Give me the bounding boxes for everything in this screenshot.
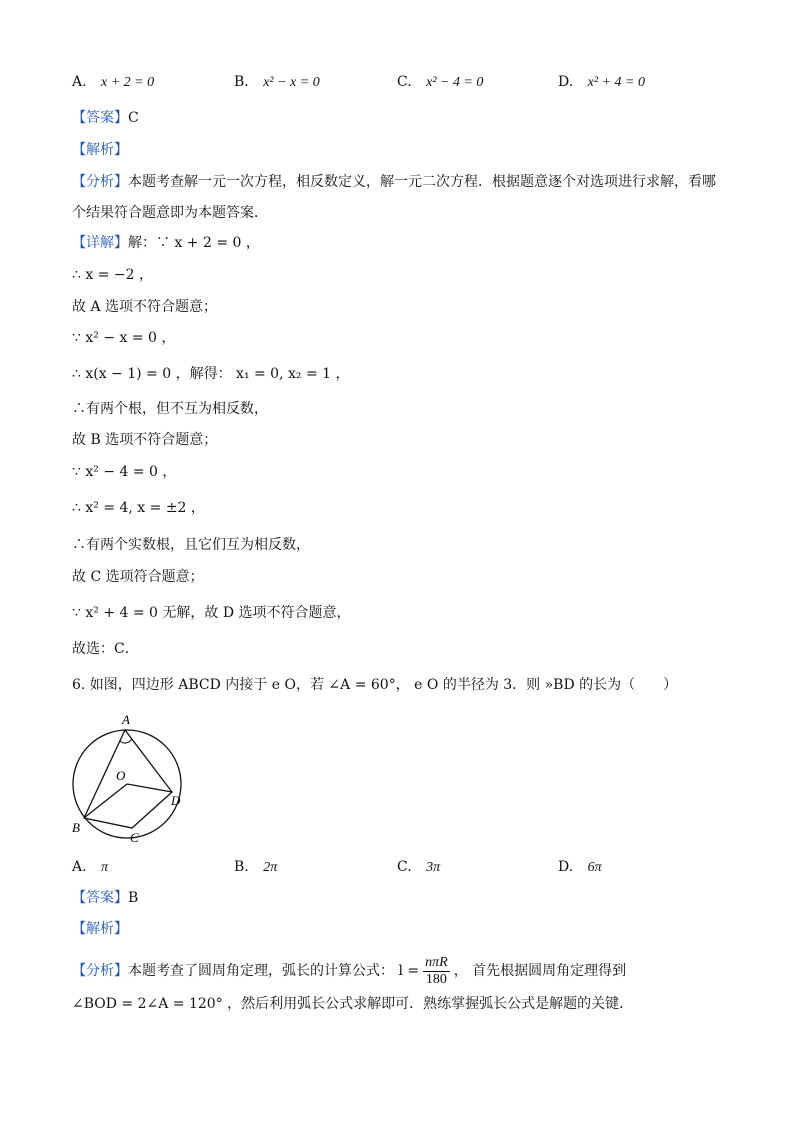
label-o: O	[116, 768, 126, 783]
segment-od	[127, 784, 172, 792]
fenxi-text-cont: ， 首先根据圆周角定理得到	[453, 963, 627, 979]
q5-option-b	[234, 72, 320, 93]
segment-ob	[84, 784, 127, 818]
q5-detail-line11: 故 C 选项符合题意；	[72, 569, 204, 585]
angle-a-arc	[120, 739, 132, 743]
q5-analysis-tag	[72, 140, 128, 160]
analysis-tag: 【解析】	[72, 921, 128, 937]
fenxi-text: 本题考查了圆周角定理，弧长的计算公式： l =	[128, 963, 420, 979]
q5-detail-line9: ∴ x² = 4, x = ±2 ，	[72, 500, 205, 516]
option-letter: A.	[72, 74, 87, 90]
option-letter: D.	[558, 74, 574, 90]
q5-detail-line1	[72, 233, 260, 253]
option-letter: D.	[558, 859, 574, 875]
q5-detail-line2: ∴ x = −2 ，	[72, 267, 153, 283]
option-expr: x² − 4 = 0	[426, 75, 484, 90]
fraction-denominator: 180	[425, 971, 447, 987]
answer-tag: 【答案】	[72, 890, 128, 906]
q6-option-a	[72, 857, 108, 878]
q5-option-c	[397, 72, 483, 93]
q5-option-a	[72, 72, 154, 93]
option-letter: A.	[72, 859, 87, 875]
answer-text: B	[128, 890, 139, 906]
q5-detail-line6: ∴有两个根，但不互为相反数，	[72, 401, 268, 417]
answer-text: C	[128, 110, 139, 126]
label-b: B	[72, 820, 80, 835]
q6-fenxi-line1	[72, 952, 626, 990]
q5-fenxi-line2: 个结果符合题意即为本题答案．	[72, 205, 268, 221]
q5-detail-line12: ∵ x² + 4 = 0 无解，故 D 选项不符合题意，	[72, 605, 351, 621]
arc-length-fraction	[423, 955, 450, 988]
option-letter: B.	[234, 74, 249, 90]
q5-detail-line10: ∴有两个实数根，且它们互为相反数，	[72, 537, 310, 553]
option-expr: 2π	[263, 860, 278, 875]
fraction-numerator: nπR	[425, 954, 448, 970]
detail-text: 解：∵ x + 2 = 0 ，	[128, 235, 260, 251]
detail-tag: 【详解】	[72, 235, 128, 251]
fenxi-tag: 【分析】	[72, 174, 128, 190]
option-letter: C.	[397, 859, 412, 875]
q5-option-d	[558, 72, 645, 93]
option-expr: x² + 4 = 0	[587, 75, 645, 90]
answer-tag: 【答案】	[72, 110, 128, 126]
q5-detail-line8: ∵ x² − 4 = 0 ，	[72, 464, 177, 480]
q6-fenxi-line2: ∠BOD = 2∠A = 120° ，然后利用弧长公式求解即可．熟练掌握弧长公式是解题的关键．	[72, 996, 634, 1012]
q5-answer	[72, 108, 139, 128]
q5-detail-line5: ∴ x(x − 1) = 0 ，解得： x₁ = 0, x₂ = 1 ，	[72, 366, 350, 382]
option-letter: C.	[397, 74, 412, 90]
q6-option-c	[397, 857, 440, 878]
label-a: A	[122, 712, 130, 727]
fenxi-tag: 【分析】	[72, 963, 128, 979]
label-d: D	[171, 793, 181, 808]
option-expr: x + 2 = 0	[101, 75, 155, 90]
q5-fenxi-line1	[72, 172, 716, 192]
option-letter: B.	[234, 859, 249, 875]
quadrilateral-abcd	[84, 730, 172, 828]
label-c: C	[130, 830, 139, 845]
q6-option-b	[234, 857, 277, 878]
q6-stem: 6. 如图，四边形 ABCD 内接于 e O，若 ∠A = 60°， e O 的半径为 3．则 »BD 的长为（ ）	[72, 677, 678, 693]
q5-detail-line13: 故选：C．	[72, 641, 139, 657]
q5-detail-line4: ∵ x² − x = 0 ，	[72, 330, 176, 346]
q6-circle-figure	[66, 708, 196, 848]
q6-analysis-tag	[72, 919, 128, 939]
option-expr: π	[101, 860, 109, 875]
q6-option-d	[558, 857, 602, 878]
option-expr: 6π	[587, 860, 602, 875]
fenxi-text: 本题考查解一元一次方程，相反数定义，解一元二次方程．根据题意逐个对选项进行求解，看哪	[128, 174, 716, 190]
q5-detail-line3: 故 A 选项不符合题意；	[72, 299, 218, 315]
option-expr: x² − x = 0	[263, 75, 320, 90]
q5-detail-line7: 故 B 选项不符合题意；	[72, 432, 218, 448]
option-expr: 3π	[426, 860, 441, 875]
analysis-tag: 【解析】	[72, 142, 128, 158]
q6-answer	[72, 888, 138, 908]
